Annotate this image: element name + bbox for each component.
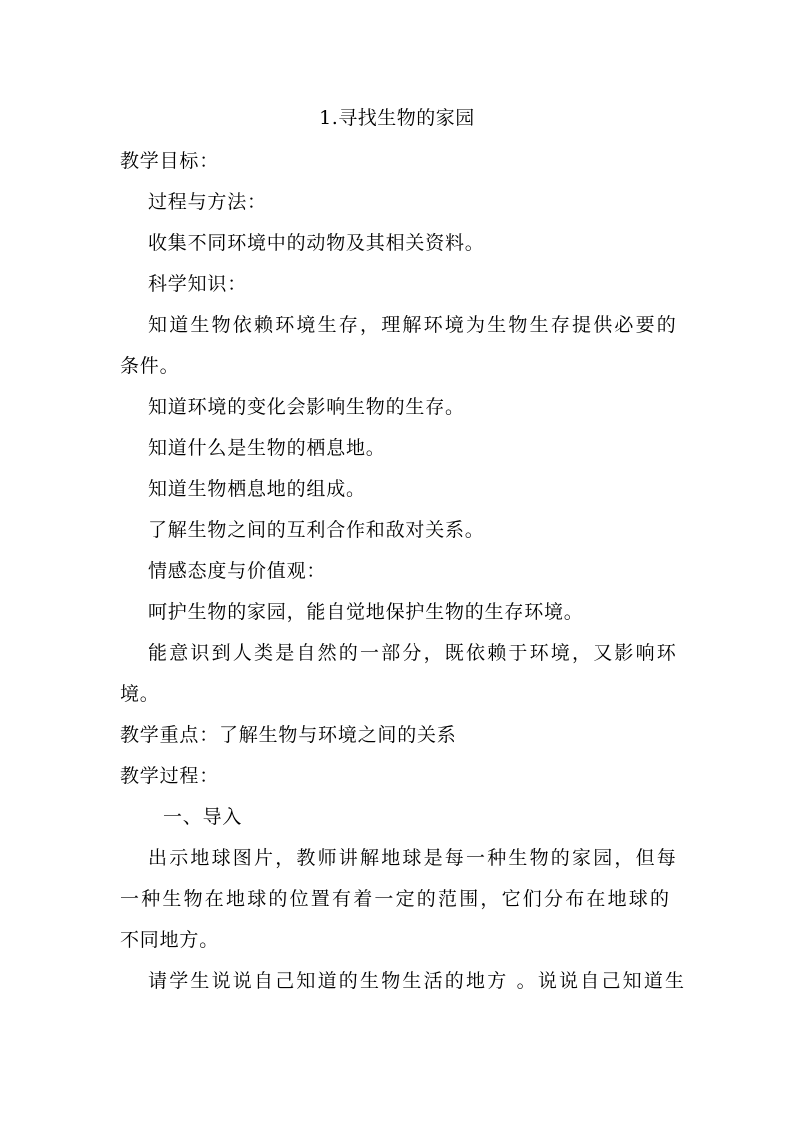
subheading-attitude-values: 情感态度与价值观： [148, 560, 327, 582]
paragraph-line: 条件。 [120, 355, 180, 377]
paragraph-line: 收集不同环境中的动物及其相关资料。 [148, 232, 485, 254]
subheading-science-knowledge: 科学知识： [148, 273, 248, 295]
paragraph-line: 境。 [120, 683, 160, 705]
paragraph-line: 一种生物在地球的位置有着一定的范围，它们分布在地球的 [120, 888, 672, 910]
heading-teaching-goals: 教学目标： [120, 150, 220, 172]
document-title-text: 1.寻找生物的家园 [319, 107, 475, 129]
heading-teaching-process: 教学过程： [120, 765, 220, 787]
paragraph-line: 知道什么是生物的栖息地。 [148, 437, 386, 459]
paragraph-line: 请学生说说自己知道的生物生活的地方 。说说自己知道生 [148, 970, 687, 992]
paragraph-line: 知道生物栖息地的组成。 [148, 478, 366, 500]
heading-teaching-focus: 教学重点：了解生物与环境之间的关系 [120, 724, 457, 746]
paragraph-line: 不同地方。 [120, 929, 220, 951]
paragraph-line: 知道生物依赖环境生存，理解环境为生物生存提供必要的 [148, 314, 679, 336]
document-title [0, 104, 794, 132]
paragraph-line: 知道环境的变化会影响生物的生存。 [148, 396, 465, 418]
paragraph-line: 呵护生物的家园，能自觉地保护生物的生存环境。 [148, 601, 584, 623]
subheading-process-methods: 过程与方法： [148, 191, 267, 213]
paragraph-line: 出示地球图片，教师讲解地球是每一种生物的家园，但每 [148, 847, 679, 869]
paragraph-line: 能意识到人类是自然的一部分，既依赖于环境，又影响环 [148, 642, 679, 664]
section-introduction: 一、导入 [163, 806, 243, 828]
paragraph-line: 了解生物之间的互利合作和敌对关系。 [148, 519, 485, 541]
